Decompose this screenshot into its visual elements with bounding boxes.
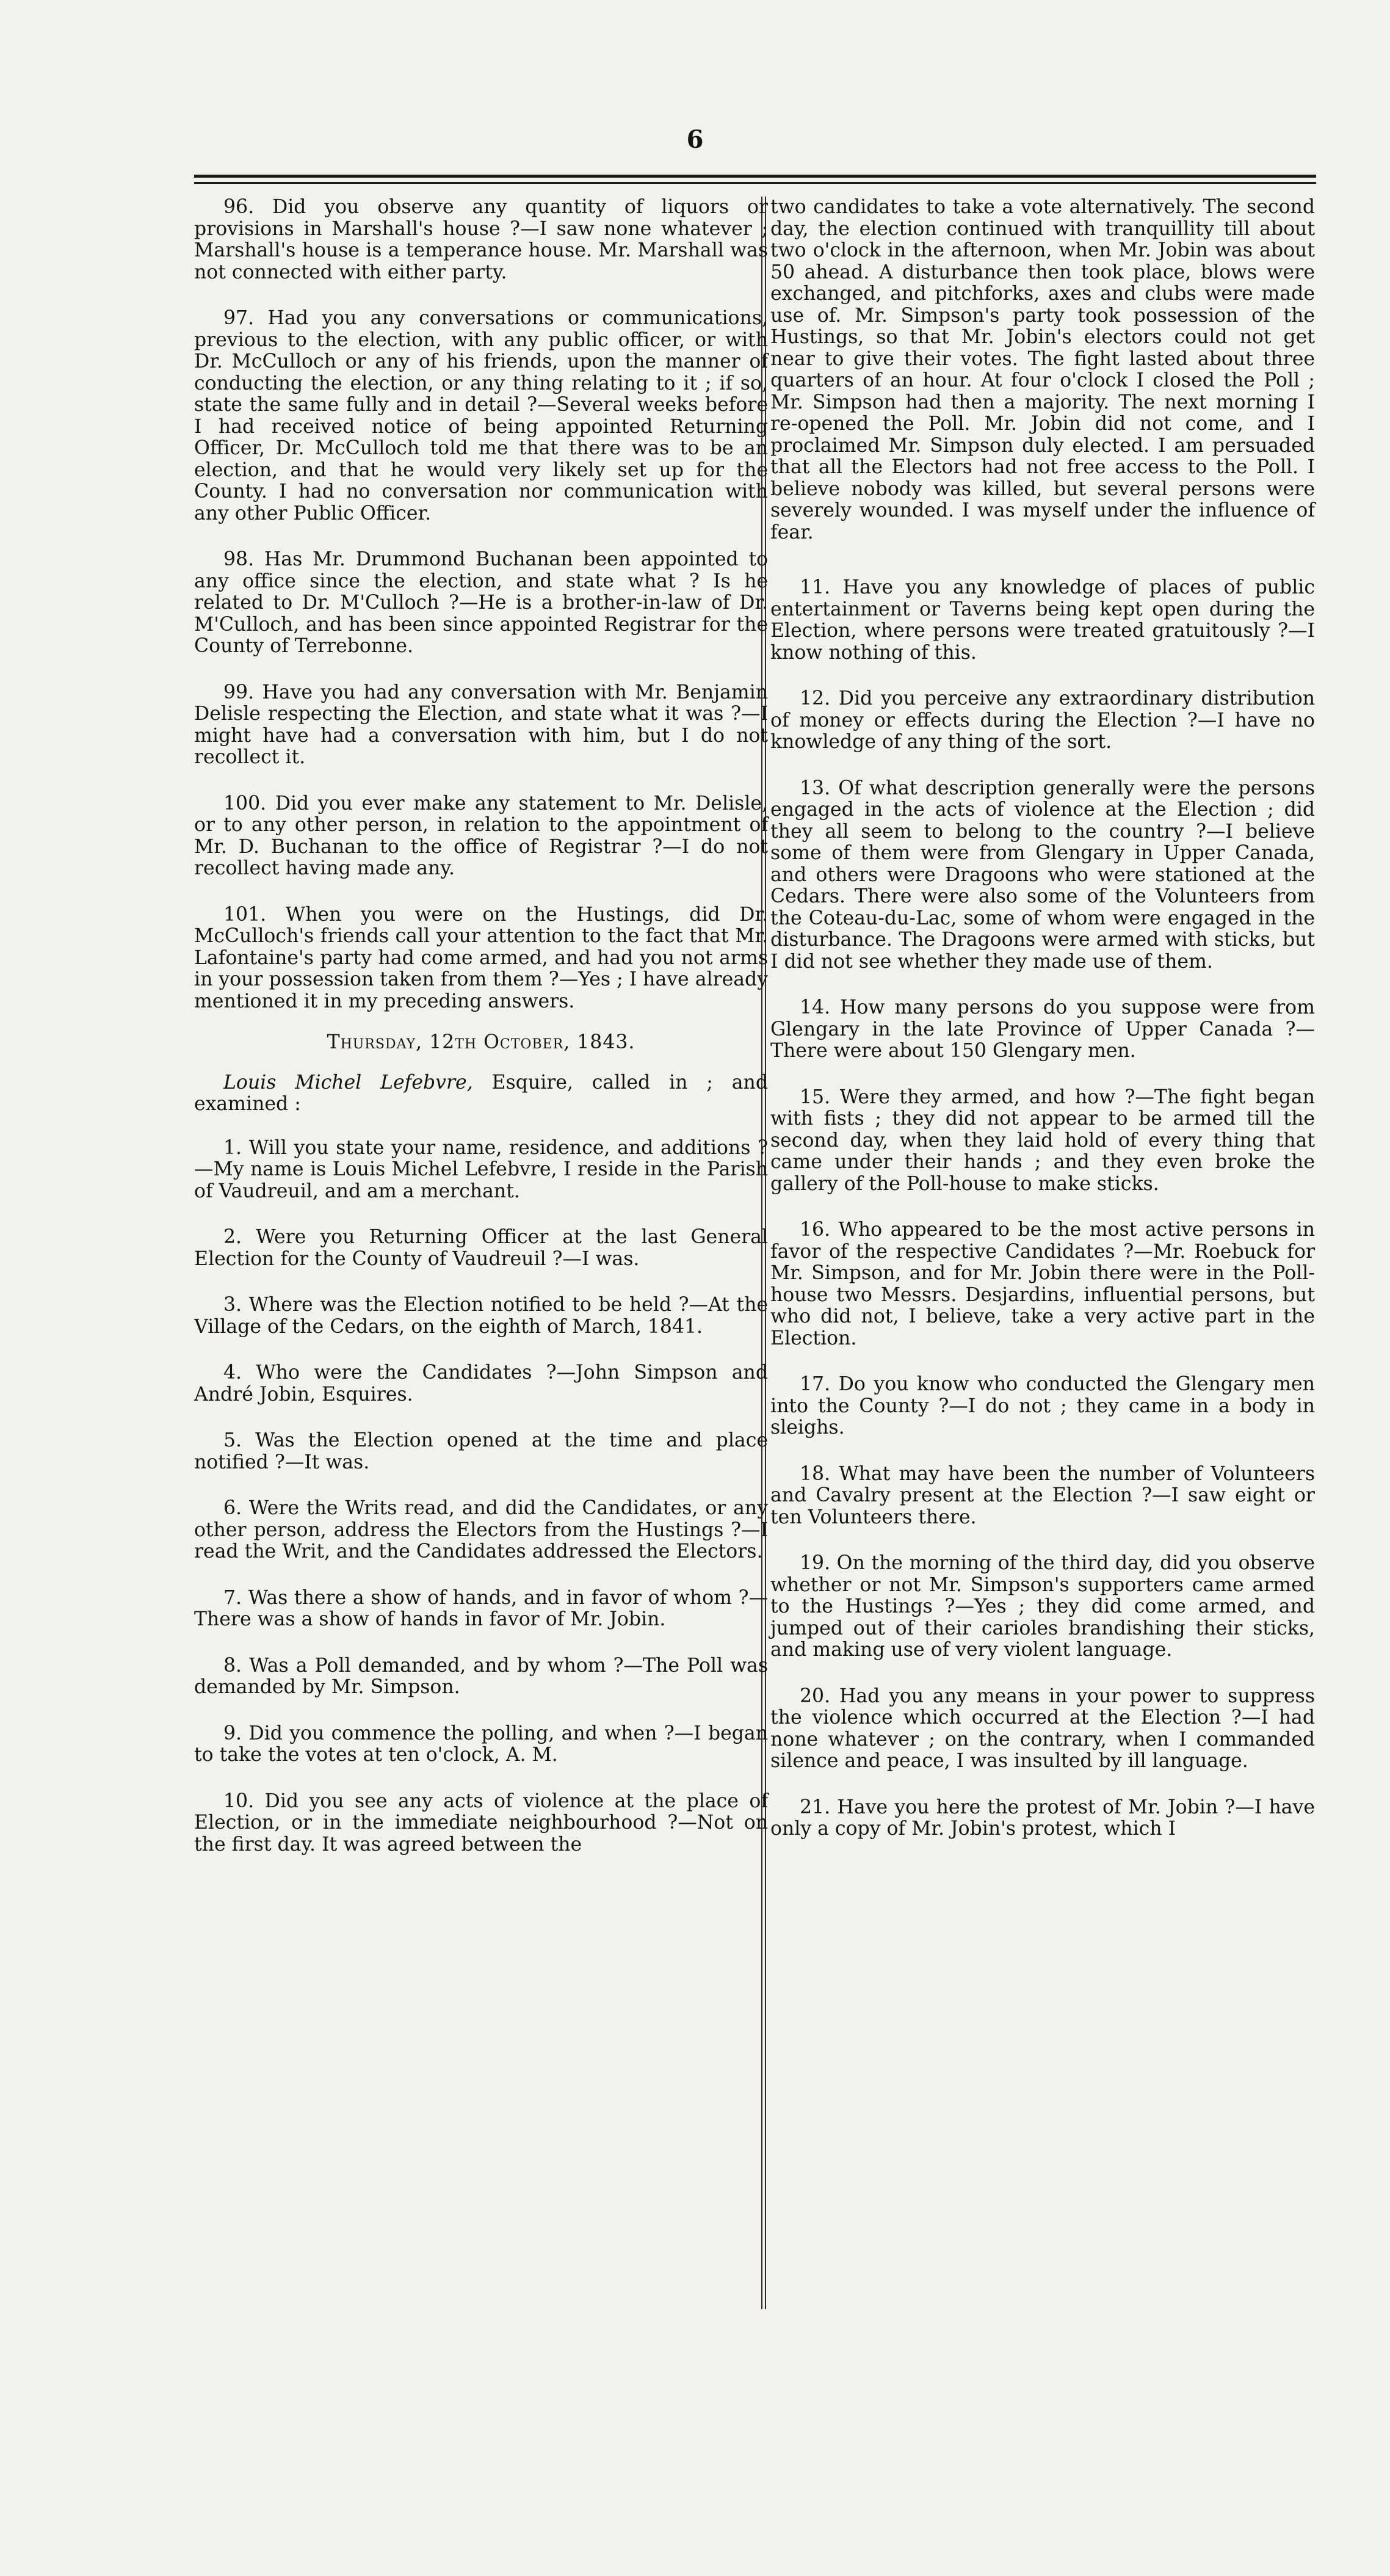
paragraph-96: 96. Did you observe any quantity of liquors or provisions in Marshall's house ?—I saw none whatever ; Marshall's house is a temperance house. Mr. Marshall was not connected with either party. [194, 196, 768, 283]
question-14: 14. How many persons do you suppose were from Glengary in the late Province of Upper Canada ?—There were about 150 Glengary men. [770, 996, 1315, 1062]
question-18: 18. What may have been the number of Volunteers and Cavalry present at the Election ?—I saw eight or ten Volunteers there. [770, 1462, 1315, 1528]
right-column [770, 197, 1315, 1865]
witness-name: Louis Michel Lefebvre, [223, 1071, 473, 1094]
question-8: 8. Was a Poll demanded, and by whom ?—The Poll was demanded by Mr. Simpson. [194, 1654, 768, 1698]
paragraph-97: 97. Had you any conversations or communications, previous to the election, with any public officer, or with Dr. McCulloch or any of his friends, upon the manner of conducting the election, or any thing relating to it ; if so, state the same fully and in detail ?—Several weeks before I had received notice of being appointed Returning Officer, Dr. McCulloch told me that there was to be an election, and that he would very likely set up for the County. I had no conversation nor communication with any other Public Officer. [194, 307, 768, 524]
header-rule-thick [194, 175, 1316, 178]
question-4: 4. Who were the Candidates ?—John Simpson and André Jobin, Esquires. [194, 1362, 768, 1406]
question-13: 13. Of what description generally were the persons engaged in the acts of violence at the Election ; did they all seem to belong to the country ?—I believe some of them were from Glengary in Upper Canada, and others were Dragoons who were stationed at the Cedars. There were also some of the Volunteers from the Coteau-du-Lac, some of whom were engaged in the disturbance. The Dragoons were armed with sticks, but I did not see whether they made use of them. [770, 777, 1315, 973]
question-17: 17. Do you know who conducted the Glengary men into the County ?—I do not ; they came in a body in sleighs. [770, 1373, 1315, 1439]
session-heading [194, 1032, 768, 1054]
question-16: 16. Who appeared to be the most active persons in favor of the respective Candidates ?—Mr. Roebuck for Mr. Simpson, and for Mr. Jobin there were in the Poll-house two Messrs. Desjardins, influential persons, but who did not, I believe, take a very active part in the Election. [770, 1219, 1315, 1349]
question-20: 20. Had you any means in your power to suppress the violence which occurred at the Election ?—I had none whatever ; on the contrary, when I commanded silence and peace, I was insulted by ill language. [770, 1685, 1315, 1772]
question-15: 15. Were they armed, and how ?—The fight began with fists ; they did not appear to be armed till the second day, when they laid hold of every thing that came under their hands ; and they even broke the gallery of the Poll-house to make sticks. [770, 1086, 1315, 1195]
question-3: 3. Where was the Election notified to be held ?—At the Village of the Cedars, on the eighth of March, 1841. [194, 1294, 768, 1338]
answer-10-continuation: two candidates to take a vote alternatively. The second day, the election continued with tranquillity till about two o'clock in the afternoon, when Mr. Jobin was about 50 ahead. A disturbance then took place, blows were exchanged, and pitchforks, axes and clubs were made use of. Mr. Simpson's party took possession of the Hustings, so that Mr. Jobin's electors could not get near to give their votes. The fight lasted about three quarters of an hour. At four o'clock I closed the Poll ; Mr. Simpson had then a majority. The next morning I re-opened the Poll. Mr. Jobin did not come, and I proclaimed Mr. Simpson duly elected. I am persuaded that all the Electors had not free access to the Poll. I believe nobody was killed, but several persons were severely wounded. I was myself under the influence of fear. [770, 196, 1315, 543]
witness-intro [194, 1072, 768, 1116]
question-21: 21. Have you here the protest of Mr. Jobin ?—I have only a copy of Mr. Jobin's protest, which I [770, 1796, 1315, 1840]
question-19: 19. On the morning of the third day, did you observe whether or not Mr. Simpson's supporters came armed to the Hustings ?—Yes ; they did come armed, and jumped out of their carioles brandishing their sticks, and making use of very violent language. [770, 1552, 1315, 1661]
question-12: 12. Did you perceive any extraordinary distribution of money or effects during the Election ?—I have no knowledge of any thing of the sort. [770, 688, 1315, 753]
question-9: 9. Did you commence the polling, and when ?—I began to take the votes at ten o'clock, A. M. [194, 1722, 768, 1766]
paragraph-100: 100. Did you ever make any statement to Mr. Delisle, or to any other person, in relation to the appointment of Mr. D. Buchanan to the office of Registrar ?—I do not recollect having made any. [194, 792, 768, 879]
header-rule-thin [194, 182, 1316, 184]
question-6: 6. Were the Writs read, and did the Candidates, or any other person, address the Electors from the Hustings ?—I read the Writ, and the Candidates addressed the Electors. [194, 1497, 768, 1562]
page-number: 6 [686, 125, 704, 154]
question-7: 7. Was there a show of hands, and in favor of whom ?—There was a show of hands in favor of Mr. Jobin. [194, 1586, 768, 1630]
paragraph-98: 98. Has Mr. Drummond Buchanan been appointed to any office since the election, and state what ? Is he related to Dr. M'Culloch ?—He is a brother-in-law of Dr. M'Culloch, and has been since appointed Registrar for the County of Terrebonne. [194, 548, 768, 657]
left-column [194, 197, 768, 1880]
question-11: 11. Have you any knowledge of places of public entertainment or Taverns being kept open during the Election, where persons were treated gratuitously ?—I know nothing of this. [770, 576, 1315, 664]
paragraph-101: 101. When you were on the Hustings, did Dr. McCulloch's friends call your attention to the fact that Mr. Lafontaine's party had come armed, and had you not arms in your possession taken from them ?—Yes ; I have already mentioned it in my preceding answers. [194, 903, 768, 1012]
question-5: 5. Was the Election opened at the time and place notified ?—It was. [194, 1429, 768, 1473]
question-2: 2. Were you Returning Officer at the last General Election for the County of Vaudreuil ?—I was. [194, 1226, 768, 1270]
session-heading-text: Thursday, 12th October, 1843. [327, 1031, 635, 1053]
question-1: 1. Will you state your name, residence, and additions ?—My name is Louis Michel Lefebvre, I reside in the Parish of Vaudreuil, and am a merchant. [194, 1136, 768, 1202]
paragraph-99: 99. Have you had any conversation with Mr. Benjamin Delisle respecting the Election, and state what it was ?—I might have had a conversation with him, but I do not recollect it. [194, 681, 768, 768]
witness-intro-rest: Esquire, called in ; and examined : [194, 1071, 768, 1115]
question-10: 10. Did you see any acts of violence at the place of Election, or in the immediate neighbourhood ?—Not on the first day. It was agreed between the [194, 1790, 768, 1856]
